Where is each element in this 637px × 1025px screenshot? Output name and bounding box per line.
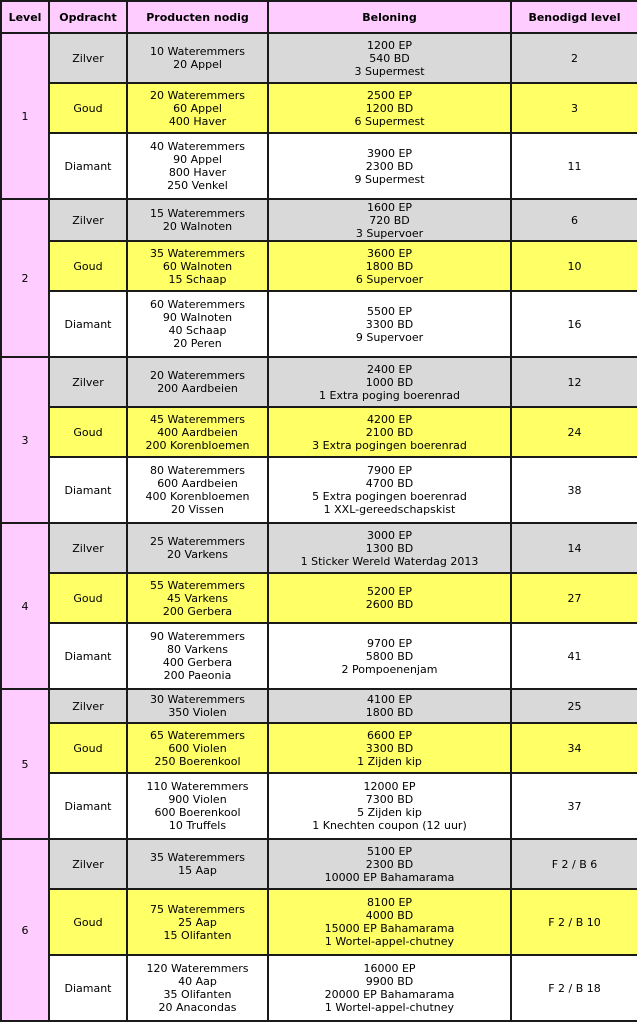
rewards-cell (268, 457, 511, 523)
reward-line: 3300 BD (365, 741, 414, 755)
rewards-cell (268, 199, 511, 241)
rewards-cell (268, 523, 511, 573)
rewards-cell (268, 407, 511, 457)
product-line: 20 Vissen (170, 503, 225, 516)
reward-line: 540 BD (369, 51, 410, 65)
product-line: 20 Wateremmers (150, 88, 245, 102)
rewards-cell (268, 241, 511, 291)
product-line: 15 Olifanten (163, 928, 232, 942)
products-cell (127, 199, 268, 241)
task-type-cell: Zilver (49, 199, 127, 241)
reward-line: 5 Extra pogingen boerenrad (312, 490, 467, 503)
product-line: 45 Wateremmers (150, 412, 245, 426)
reward-line: 10000 EP Bahamarama (324, 870, 455, 884)
product-line: 35 Wateremmers (150, 851, 245, 864)
required-level-cell: 25 (511, 689, 637, 723)
product-line: 60 Wateremmers (150, 298, 245, 311)
reward-line: 1600 EP (366, 200, 413, 214)
reward-line: 2500 EP (366, 88, 413, 102)
product-line: 20 Peren (173, 337, 222, 350)
reward-line: 1000 BD (365, 375, 414, 389)
required-level-cell: 37 (511, 773, 637, 839)
product-line: 60 Appel (173, 101, 222, 115)
reward-line: 1200 BD (365, 101, 414, 115)
product-line: 80 Wateremmers (150, 464, 245, 477)
product-line: 80 Varkens (167, 643, 228, 656)
table-row (1, 241, 637, 291)
reward-line: 1800 BD (365, 706, 414, 719)
rewards-cell (268, 573, 511, 623)
level-cell: 6 (1, 839, 49, 1021)
product-line: 45 Varkens (167, 591, 228, 605)
reward-line: 20000 EP Bahamarama (324, 988, 455, 1001)
reward-line: 1 Wortel-appel-chutney (324, 1001, 455, 1014)
task-type-cell: Goud (49, 889, 127, 955)
products-cell (127, 773, 268, 839)
rewards-cell (268, 889, 511, 955)
task-type-cell: Diamant (49, 133, 127, 199)
reward-line: 3600 EP (366, 246, 413, 260)
reward-line: 1 Sticker Wereld Waterdag 2013 (300, 554, 479, 568)
table-row (1, 83, 637, 133)
products-cell (127, 83, 268, 133)
reward-line: 16000 EP (363, 962, 416, 975)
rewards-cell (268, 689, 511, 723)
products-cell (127, 839, 268, 889)
reward-line: 6600 EP (366, 728, 413, 742)
required-level-cell: 24 (511, 407, 637, 457)
reward-line: 2300 BD (365, 857, 414, 871)
product-line: 65 Wateremmers (150, 728, 245, 742)
reward-line: 1200 EP (366, 38, 413, 52)
task-type-cell: Zilver (49, 33, 127, 83)
products-cell (127, 723, 268, 773)
rewards-cell (268, 623, 511, 689)
table-row (1, 723, 637, 773)
reward-line: 1300 BD (365, 541, 414, 555)
task-type-cell: Zilver (49, 839, 127, 889)
rewards-cell (268, 133, 511, 199)
required-level-cell: 38 (511, 457, 637, 523)
rewards-cell (268, 839, 511, 889)
task-type-cell: Diamant (49, 291, 127, 357)
product-line: 20 Walnoten (162, 220, 233, 233)
product-line: 110 Wateremmers (146, 780, 249, 793)
product-line: 800 Haver (168, 166, 227, 179)
product-line: 90 Walnoten (162, 311, 233, 324)
reward-line: 1 Extra poging boerenrad (319, 388, 460, 402)
table-row (1, 839, 637, 889)
required-level-cell: 3 (511, 83, 637, 133)
header-cell: Benodigd level (511, 1, 637, 33)
reward-line: 4700 BD (365, 477, 414, 490)
required-level-cell: 14 (511, 523, 637, 573)
product-line: 400 Aardbeien (157, 425, 238, 439)
products-cell (127, 523, 268, 573)
task-type-cell: Goud (49, 241, 127, 291)
task-type-cell: Diamant (49, 773, 127, 839)
table-row (1, 33, 637, 83)
product-line: 20 Wateremmers (150, 369, 245, 382)
product-line: 10 Wateremmers (150, 45, 245, 58)
products-cell (127, 133, 268, 199)
product-line: 25 Aap (178, 915, 217, 929)
product-line: 200 Aardbeien (157, 382, 238, 395)
products-cell (127, 241, 268, 291)
header-cell: Opdracht (49, 1, 127, 33)
reward-line: 1 Wortel-appel-chutney (324, 935, 455, 948)
rewards-cell (268, 291, 511, 357)
table-row (1, 955, 637, 1021)
product-line: 55 Wateremmers (150, 578, 245, 592)
reward-line: 9 Supermest (354, 172, 425, 186)
table-row (1, 523, 637, 573)
product-line: 900 Violen (168, 793, 227, 806)
required-level-cell: 27 (511, 573, 637, 623)
product-line: 40 Wateremmers (150, 140, 245, 153)
products-cell (127, 889, 268, 955)
reward-line: 7300 BD (365, 793, 414, 806)
product-line: 600 Boerenkool (154, 806, 241, 819)
reward-line: 6 Supervoer (355, 272, 424, 286)
reward-line: 9700 EP (366, 636, 413, 650)
products-cell (127, 357, 268, 407)
rewards-cell (268, 955, 511, 1021)
level-cell: 1 (1, 33, 49, 199)
rewards-cell (268, 773, 511, 839)
product-line: 15 Schaap (168, 272, 227, 286)
required-level-cell: 16 (511, 291, 637, 357)
required-level-cell: 2 (511, 33, 637, 83)
product-line: 60 Walnoten (162, 259, 233, 273)
reward-line: 4000 BD (365, 909, 414, 922)
product-line: 20 Appel (173, 58, 222, 71)
rewards-cell (268, 33, 511, 83)
product-line: 350 Violen (168, 706, 227, 719)
products-cell (127, 573, 268, 623)
products-cell (127, 33, 268, 83)
reward-line: 4100 EP (366, 693, 413, 706)
product-line: 400 Gerbera (162, 656, 233, 669)
level-cell: 4 (1, 523, 49, 689)
header-cell: Level (1, 1, 49, 33)
table-row (1, 573, 637, 623)
reward-line: 2600 BD (365, 598, 414, 611)
product-line: 400 Korenbloemen (145, 490, 250, 503)
reward-line: 1 Knechten coupon (12 uur) (312, 819, 467, 832)
reward-line: 7900 EP (366, 464, 413, 477)
required-level-cell: F 2 / B 6 (511, 839, 637, 889)
task-type-cell: Goud (49, 723, 127, 773)
product-line: 35 Olifanten (163, 988, 232, 1001)
header-cell: Producten nodig (127, 1, 268, 33)
reward-line: 2100 BD (365, 425, 414, 439)
table-row (1, 623, 637, 689)
reward-line: 720 BD (369, 213, 410, 227)
rewards-cell (268, 723, 511, 773)
task-type-cell: Diamant (49, 623, 127, 689)
table-body (1, 33, 637, 1021)
reward-line: 5500 EP (366, 304, 413, 318)
product-line: 90 Appel (173, 153, 222, 166)
product-line: 25 Wateremmers (150, 535, 245, 548)
required-level-cell: 10 (511, 241, 637, 291)
required-level-cell: 12 (511, 357, 637, 407)
task-type-cell: Goud (49, 407, 127, 457)
product-line: 40 Schaap (168, 324, 227, 337)
task-type-cell: Zilver (49, 689, 127, 723)
reward-line: 12000 EP (363, 780, 416, 793)
product-line: 90 Wateremmers (150, 630, 245, 643)
table-row (1, 199, 637, 241)
level-cell: 5 (1, 689, 49, 839)
product-line: 200 Korenbloemen (145, 438, 250, 452)
rewards-cell (268, 83, 511, 133)
required-level-cell: 6 (511, 199, 637, 241)
reward-line: 1 XXL-gereedschapskist (323, 503, 456, 516)
task-type-cell: Goud (49, 573, 127, 623)
product-line: 75 Wateremmers (150, 902, 245, 916)
task-type-cell: Goud (49, 83, 127, 133)
table-row (1, 291, 637, 357)
reward-line: 5 Zijden kip (357, 806, 422, 819)
products-cell (127, 689, 268, 723)
reward-line: 1800 BD (365, 259, 414, 273)
product-line: 200 Paeonia (163, 669, 232, 682)
table-row (1, 133, 637, 199)
reward-line: 3000 EP (366, 528, 413, 542)
products-cell (127, 407, 268, 457)
required-level-cell: 34 (511, 723, 637, 773)
reward-line: 15000 EP Bahamarama (324, 922, 455, 935)
reward-line: 2300 BD (365, 159, 414, 173)
product-line: 40 Aap (178, 975, 217, 988)
product-line: 250 Boerenkool (154, 754, 241, 768)
reward-line: 8100 EP (366, 896, 413, 909)
table-row (1, 457, 637, 523)
task-type-cell: Diamant (49, 457, 127, 523)
product-line: 30 Wateremmers (150, 693, 245, 706)
required-level-cell: 41 (511, 623, 637, 689)
task-type-cell: Zilver (49, 523, 127, 573)
product-line: 35 Wateremmers (150, 246, 245, 260)
product-line: 200 Gerbera (162, 604, 233, 618)
product-line: 15 Aap (178, 864, 217, 877)
reward-line: 6 Supermest (354, 114, 425, 128)
products-cell (127, 623, 268, 689)
reward-line: 2 Pompoenenjam (341, 662, 438, 676)
required-level-cell: F 2 / B 10 (511, 889, 637, 955)
reward-line: 3 Extra pogingen boerenrad (312, 438, 467, 452)
table-row (1, 689, 637, 723)
table-row (1, 773, 637, 839)
product-line: 600 Violen (168, 741, 227, 755)
product-line: 15 Wateremmers (150, 207, 245, 220)
reward-line: 3300 BD (365, 317, 414, 331)
product-line: 250 Venkel (167, 179, 228, 192)
product-line: 20 Anacondas (158, 1001, 237, 1014)
required-level-cell: F 2 / B 18 (511, 955, 637, 1021)
task-type-cell: Diamant (49, 955, 127, 1021)
required-level-cell: 11 (511, 133, 637, 199)
level-cell: 2 (1, 199, 49, 357)
product-line: 20 Varkens (167, 548, 228, 561)
table-row (1, 889, 637, 955)
reward-line: 4200 EP (366, 412, 413, 426)
level-cell: 3 (1, 357, 49, 523)
reward-line: 5800 BD (365, 649, 414, 663)
header-row (1, 1, 637, 33)
products-cell (127, 291, 268, 357)
reward-line: 3 Supermest (354, 64, 425, 78)
reward-line: 3900 EP (366, 146, 413, 160)
rewards-cell (268, 357, 511, 407)
task-type-cell: Zilver (49, 357, 127, 407)
product-line: 600 Aardbeien (157, 477, 238, 490)
reward-line: 3 Supervoer (355, 226, 424, 240)
table-row (1, 407, 637, 457)
reward-line: 5100 EP (366, 844, 413, 858)
products-cell (127, 955, 268, 1021)
reward-line: 9900 BD (365, 975, 414, 988)
product-line: 400 Haver (168, 114, 227, 128)
product-line: 10 Truffels (168, 819, 227, 832)
reward-line: 9 Supervoer (355, 330, 424, 344)
reward-line: 1 Zijden kip (357, 754, 422, 768)
product-line: 120 Wateremmers (146, 962, 249, 975)
header-cell: Beloning (268, 1, 511, 33)
reward-line: 5200 EP (366, 585, 413, 598)
products-cell (127, 457, 268, 523)
reward-line: 2400 EP (366, 362, 413, 376)
table-row (1, 357, 637, 407)
